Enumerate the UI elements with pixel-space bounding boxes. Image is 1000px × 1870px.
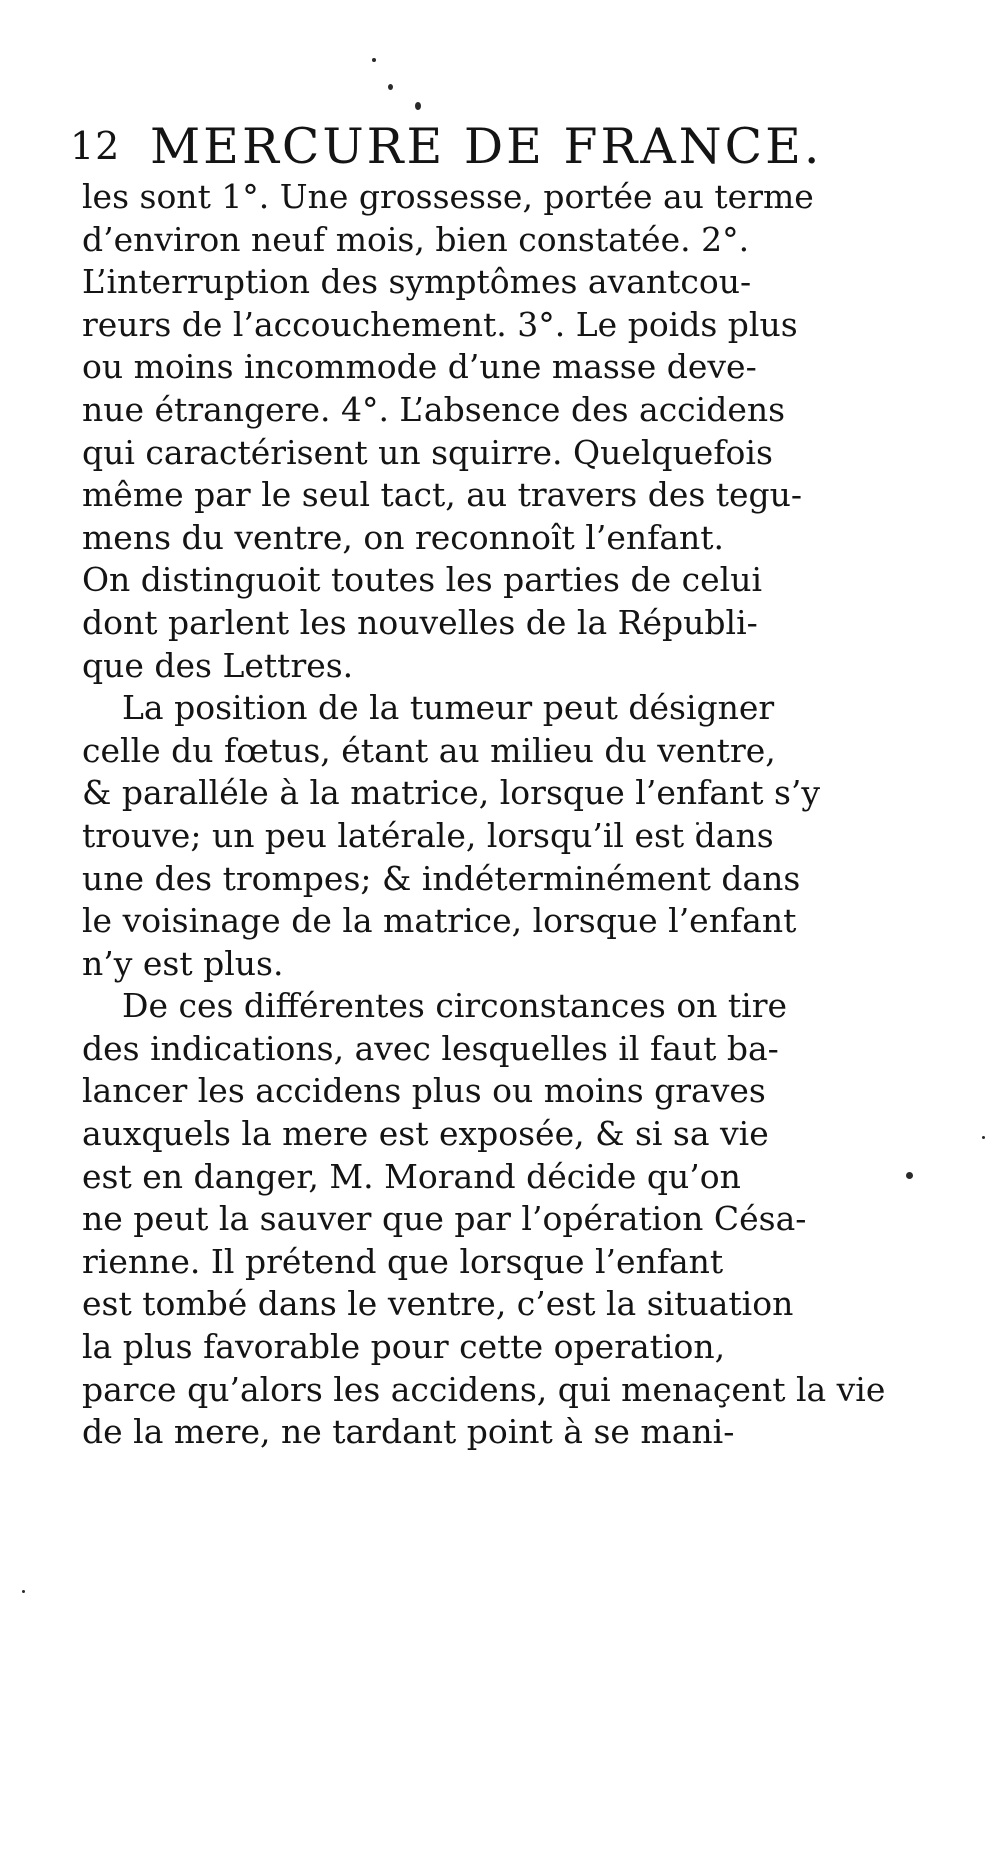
text-line: ou moins incommode d’une masse deve-	[82, 347, 757, 387]
text-line: nue étrangere. 4°. L’absence des accidens	[82, 389, 786, 429]
text-line: reurs de l’accouchement. 3°. Le poids plus	[82, 304, 798, 344]
text-line: que des Lettres.	[82, 645, 354, 685]
text-line: celle du fœtus, étant au milieu du ventre,	[82, 730, 776, 770]
text-line: les sont 1°. Une grossesse, portée au terme	[82, 177, 814, 216]
ink-speck	[415, 102, 421, 110]
text-line: & paralléle à la matrice, lorsque l’enfant s’y	[82, 773, 821, 813]
body-text	[82, 176, 912, 1454]
text-line: On distinguoit toutes les parties de celui	[82, 560, 762, 600]
text-line: dont parlent les nouvelles de la Républi-	[82, 602, 758, 642]
ink-speck	[372, 58, 376, 62]
journal-title: MERCURE DE FRANCE.	[150, 118, 823, 175]
text-line: le voisinage de la matrice, lorsque l’enfant	[82, 901, 797, 941]
text-line: est tombé dans le ventre, c’est la situation	[82, 1284, 794, 1324]
text-line: une des trompes; & indéterminément dans	[82, 858, 801, 898]
text-line: De ces différentes circonstances on tire	[122, 986, 788, 1026]
text-line: qui caractérisent un squirre. Quelquefois	[82, 432, 773, 472]
text-line: mens du ventre, on reconnoît l’enfant.	[82, 517, 725, 557]
running-head	[70, 118, 910, 178]
ink-speck	[22, 1590, 25, 1593]
text-line: est en danger, M. Morand décide qu’on	[82, 1156, 741, 1196]
text-line: L’interruption des symptômes avantcou-	[82, 262, 752, 302]
text-line: de la mere, ne tardant point à se mani-	[82, 1412, 735, 1452]
ink-speck	[388, 84, 393, 90]
text-line: d’environ neuf mois, bien constatée. 2°.	[82, 219, 750, 259]
text-line: rienne. Il prétend que lorsque l’enfant	[82, 1241, 724, 1281]
text-line: La position de la tumeur peut désigner	[122, 688, 775, 728]
text-line: parce qu’alors les accidens, qui menaçent la vie	[82, 1369, 886, 1409]
ink-speck	[982, 1136, 985, 1139]
text-line: des indications, avec lesquelles il faut ba-	[82, 1028, 779, 1068]
text-line: trouve; un peu latérale, lorsqu’il est dans	[82, 815, 774, 855]
text-line: auxquels la mere est exposée, & si sa vie	[82, 1114, 769, 1154]
page-number: 12	[70, 124, 121, 168]
text-line: lancer les accidens plus ou moins graves	[82, 1071, 766, 1111]
text-line: n’y est plus.	[82, 943, 284, 983]
text-line: ne peut la sauver que par l’opération Césa-	[82, 1199, 807, 1239]
text-line: la plus favorable pour cette operation,	[82, 1327, 726, 1367]
text-line: même par le seul tact, au travers des tegu-	[82, 475, 803, 515]
